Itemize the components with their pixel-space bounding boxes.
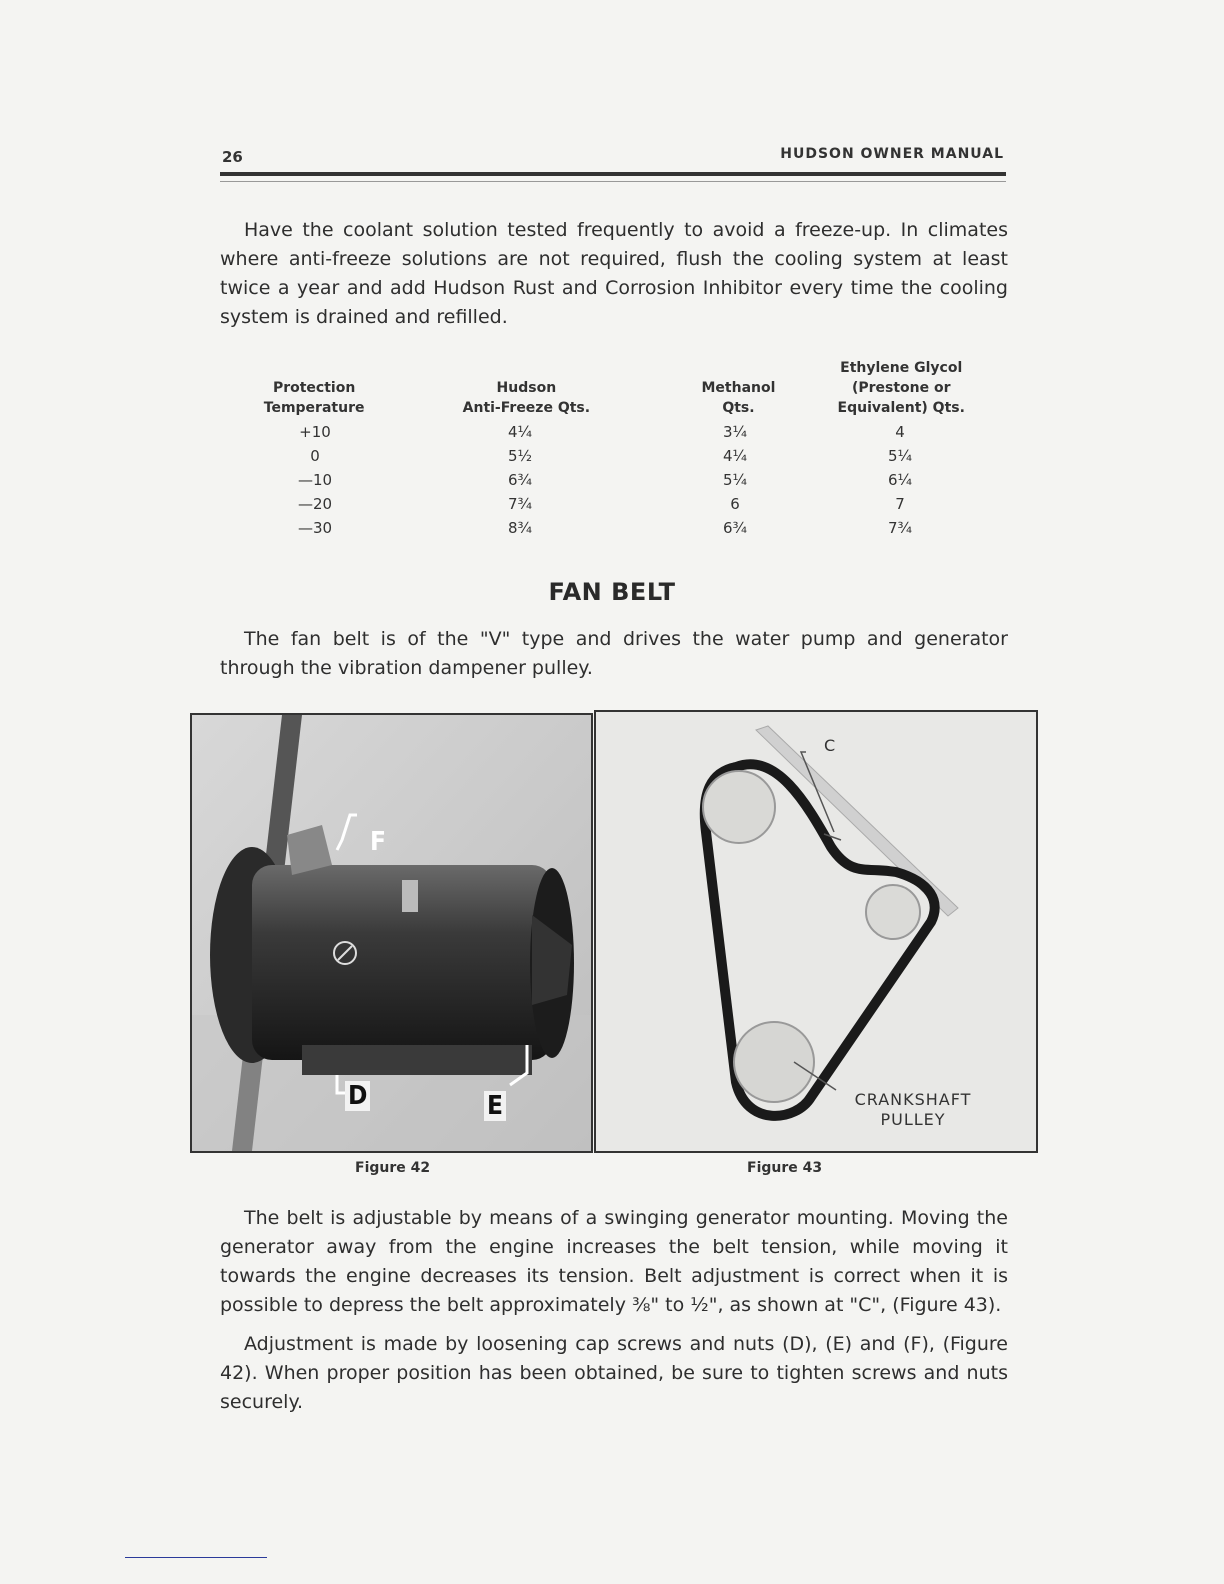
cell-methanol: 4¼ [722,447,748,465]
bottom-rule [125,1557,267,1558]
page-number: 26 [222,148,243,166]
label-line: CRANKSHAFT [854,1090,972,1109]
header-line: Temperature [263,400,365,416]
cell-ethylene-glycol: 7 [895,495,905,513]
header-line: (Prestone or [851,380,951,396]
table-row [250,420,990,444]
header-protection-temperature [250,378,378,418]
cell-hudson: 6¾ [507,471,533,489]
header-line: Ethylene Glycol [840,360,963,376]
header-line: Anti-Freeze Qts. [462,400,591,416]
paragraph-adjustment-procedure: Adjustment is made by loosening cap screws and nuts (D), (E) and (F), (Figure 42). When proper position has been obtained, be sure to tighten screws and nuts securely. [220,1333,1008,1413]
section-heading: FAN BELT [548,578,676,606]
table-row [250,492,990,516]
header-rule [220,172,1006,176]
cell-hudson: 7¾ [507,495,533,513]
header-line: Methanol [701,380,776,396]
figure-43-belt-diagram [594,710,1038,1153]
header-hudson-antifreeze [378,378,664,418]
label-e: E [484,1091,506,1121]
cell-ethylene-glycol: 7¾ [887,519,913,537]
label-line: PULLEY [880,1110,946,1129]
header-line: Hudson [496,380,557,396]
figure-43-caption: Figure 43 [747,1160,823,1176]
cell-methanol: 3¼ [722,423,748,441]
running-head: HUDSON OWNER MANUAL [780,146,1004,162]
cell-temperature: —10 [297,471,333,489]
label-c: C [824,736,837,755]
paragraph-fan-belt-intro: The fan belt is of the "V" type and drives the water pump and generator through the vibration dampener pulley. [220,628,1008,679]
cell-methanol: 5¼ [722,471,748,489]
water-pump-pulley [866,885,920,939]
antifreeze-table [250,358,990,540]
figure-42-generator-photo [190,713,593,1153]
belt-diagram [596,712,1036,1151]
paragraph-belt-adjustment: The belt is adjustable by means of a swinging generator mounting. Moving the generator away from the engine increases the belt tension, while moving it towards the engine decreases its tension. Belt adjustment is correct when it is possible to depress the belt approximately ⅜" to ½", as shown at "C", (Figure 43). [220,1207,1008,1316]
crankshaft-pulley [734,1022,814,1102]
header-rule-thin [220,181,1006,182]
table-row [250,468,990,492]
header-line: Qts. [722,400,755,416]
table-row [250,444,990,468]
cell-ethylene-glycol: 4 [895,423,905,441]
cell-methanol: 6¾ [722,519,748,537]
cell-ethylene-glycol: 5¼ [887,447,913,465]
cell-temperature: —30 [297,519,333,537]
label-d: D [345,1081,370,1111]
table-body [250,420,990,540]
paragraph-coolant-testing: Have the coolant solution tested frequently to avoid a freeze-up. In climates where anti-freeze solutions are not required, flush the cooling system at least twice a year and add Hudson Rust and Corrosion Inhibitor every time the cooling system is drained and refilled. [220,219,1008,328]
table-row [250,516,990,540]
crankshaft-pulley-label [838,1090,988,1130]
header-line: Equivalent) Qts. [837,400,965,416]
header-line: Protection [272,380,356,396]
cell-temperature: 0 [310,447,320,465]
cell-hudson: 8¾ [507,519,533,537]
cell-temperature: —20 [297,495,333,513]
figure-42-caption: Figure 42 [355,1160,431,1176]
cell-hudson: 4¼ [507,423,533,441]
header-methanol [664,378,812,418]
cell-hudson: 5½ [507,447,533,465]
cell-methanol: 6 [730,495,740,513]
cell-temperature: +10 [299,423,331,441]
label-f: F [370,827,386,857]
cell-ethylene-glycol: 6¼ [887,471,913,489]
generator-illustration [192,715,591,1151]
table-header [250,358,990,418]
generator-pulley [703,771,775,843]
header-ethylene-glycol [812,358,990,418]
